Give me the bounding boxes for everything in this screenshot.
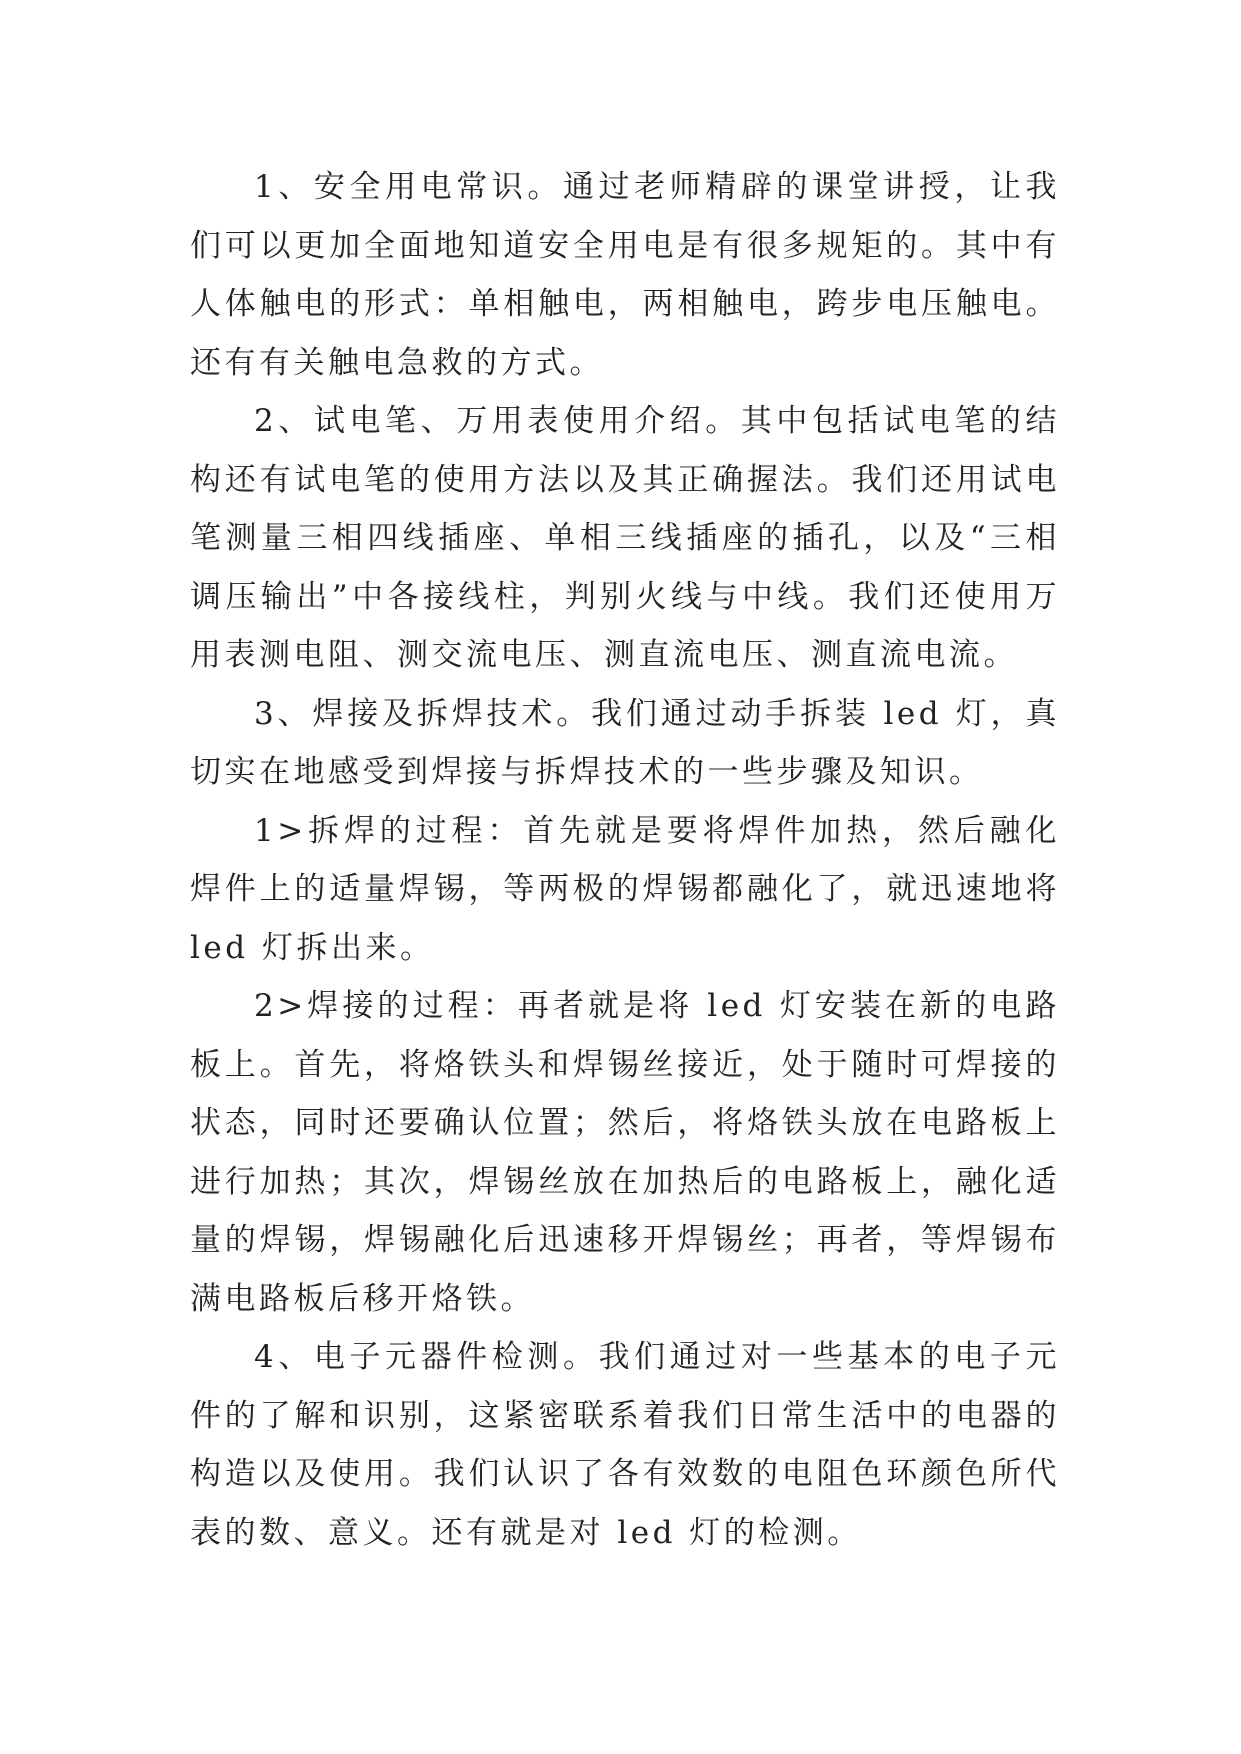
paragraph-desoldering-process: 1>拆焊的过程：首先就是要将焊件加热，然后融化焊件上的适量焊锡，等两极的焊锡都融化了，就迅速地将 led 灯拆出来。: [190, 812, 1060, 966]
paragraph-soldering-process: 2>焊接的过程：再者就是将 led 灯安装在新的电路板上。首先，将烙铁头和焊锡丝接近，处于随时可焊接的状态，同时还要确认位置；然后，将烙铁头放在电路板上进行加热；其次，焊锡丝放在加热后的电路板上，融化适量的焊锡，焊锡融化后迅速移开焊锡丝；再者，等焊锡布满电路板后移开烙铁。: [190, 988, 1060, 1317]
paragraph-component-testing: 4、电子元器件检测。我们通过对一些基本的电子元件的了解和识别，这紧密联系着我们日常生活中的电器的构造以及使用。我们认识了各有效数的电阻色环颜色所代表的数、意义。还有就是对 led 灯的检测。: [190, 1339, 1060, 1551]
paragraph-soldering: 3、焊接及拆焊技术。我们通过动手拆装 led 灯，真切实在地感受到焊接与拆焊技术的一些步骤及知识。: [190, 695, 1060, 790]
paragraph-tester-multimeter: 2、试电笔、万用表使用介绍。其中包括试电笔的结构还有试电笔的使用方法以及其正确握法。我们还用试电笔测量三相四线插座、单相三线插座的插孔，以及“三相调压输出”中各接线柱，判别火线与中线。我们还使用万用表测电阻、测交流电压、测直流电压、测直流电流。: [190, 403, 1060, 673]
paragraph-safety: 1、安全用电常识。通过老师精辟的课堂讲授，让我们可以更加全面地知道安全用电是有很多规矩的。其中有人体触电的形式：单相触电，两相触电，跨步电压触电。还有有关触电急救的方式。: [190, 169, 1060, 381]
document-body: [190, 158, 1060, 1562]
